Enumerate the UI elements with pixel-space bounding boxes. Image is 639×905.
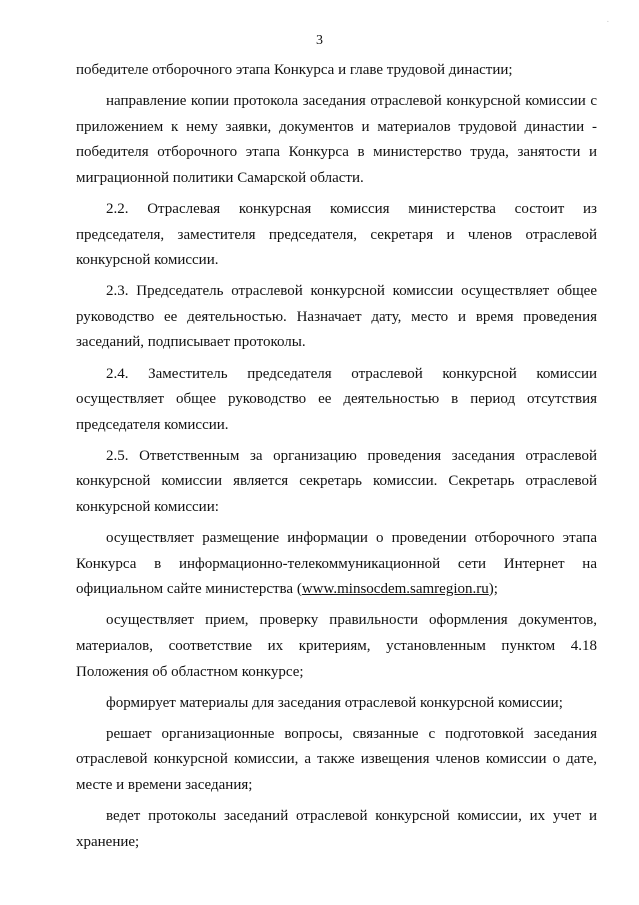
- paragraph-website: [76, 526, 597, 603]
- paragraph-2-3: 2.3. Председатель отраслевой конкурсной комиссии осуществляет общее руководство ее деятельностью. Назначает дату, место и время проведения заседаний, подписывает протоколы.: [76, 283, 597, 351]
- paragraph-2-4: 2.4. Заместитель председателя отраслевой конкурсной комиссии осуществляет общее руководство ее деятельностью в период отсутствия председателя комиссии.: [76, 365, 597, 433]
- paragraph-organizational: решает организационные вопросы, связанные с подготовкой заседания отраслевой конкурсной комиссии, а также извещения членов комиссии о дате, месте и времени заседания;: [76, 725, 597, 793]
- paragraph-2-5: 2.5. Ответственным за организацию проведения заседания отраслевой конкурсной комиссии является секретарь комиссии. Секретарь отраслевой конкурсной комиссии:: [76, 447, 597, 515]
- website-link[interactable]: www.minsocdem.samregion.ru: [301, 581, 489, 598]
- paragraph-continuation: победителе отборочного этапа Конкурса и главе трудовой династии;: [76, 62, 513, 78]
- corner-mark: .: [606, 14, 609, 24]
- paragraph-protocols: ведет протоколы заседаний отраслевой конкурсной комиссии, их учет и хранение;: [76, 808, 597, 850]
- paragraph-2-2: 2.2. Отраслевая конкурсная комиссия министерства состоит из председателя, заместителя председателя, секретаря и членов отраслевой конкурсной комиссии.: [76, 200, 597, 269]
- paragraph-materials: формирует материалы для заседания отраслевой конкурсной комиссии;: [106, 694, 563, 711]
- paragraph-documents-check: осуществляет прием, проверку правильности оформления документов, материалов, соответствие их критериям, установленным пунктом 4.18 Положения об областном конкурсе;: [76, 612, 597, 680]
- website-text-after: );: [488, 581, 498, 598]
- website-text-before: осуществляет размещение информации о проведении отборочного этапа Конкурса в информационно-телекоммуникационной сети Интернет на официальном сайте министерства (: [76, 530, 597, 598]
- document-body: [76, 58, 597, 861]
- paragraph-protocol-copy: направление копии протокола заседания отраслевой конкурсной комиссии с приложением к нему заявки, документов и материалов трудовой династии - победителя отборочного этапа Конкурса в министерство труда, занятости и миграционной политики Самарской области.: [76, 93, 597, 186]
- page-number: 3: [316, 33, 323, 48]
